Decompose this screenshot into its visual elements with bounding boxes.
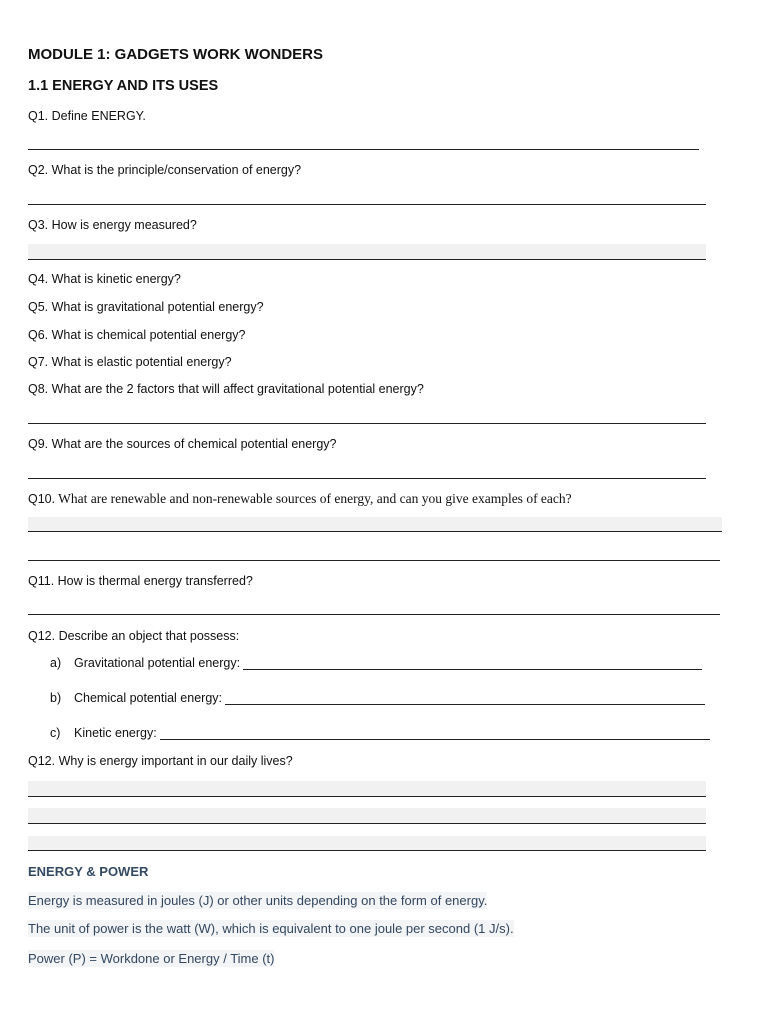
q12-item-b-marker: b)	[50, 691, 62, 705]
answer-line-10a	[28, 531, 722, 532]
question-10-text: . What are renewable and non-renewable sources of energy, and can you give examples of each?	[51, 491, 572, 506]
question-9: Q9. What are the sources of chemical potential energy?	[28, 437, 337, 451]
answer-shade-10	[28, 517, 722, 531]
answer-line-12b-2	[28, 823, 706, 824]
answer-line-1	[28, 149, 699, 150]
energy-power-line-3-text: Power (P) = Workdone or Energy / Time (t)	[28, 951, 275, 966]
question-2: Q2. What is the principle/conservation of energy?	[28, 163, 302, 177]
q12-item-c-marker: c)	[50, 726, 61, 740]
q12-item-a	[50, 656, 702, 670]
q12-item-c-label: Kinetic energy:	[74, 726, 157, 740]
answer-line-8	[28, 423, 706, 424]
question-11: Q11. How is thermal energy transferred?	[28, 574, 253, 588]
answer-line-3	[28, 259, 706, 260]
question-6: Q6. What is chemical potential energy?	[28, 328, 246, 342]
answer-shade-12b-1	[28, 781, 706, 796]
answer-shade-12b-3	[28, 836, 706, 850]
question-7: Q7. What is elastic potential energy?	[28, 355, 232, 369]
energy-power-line-1	[28, 893, 487, 908]
energy-power-line-2-text: The unit of power is the watt (W), which is equivalent to one joule per second (1 J/s).	[28, 921, 514, 936]
q12-item-b-label: Chemical potential energy:	[74, 691, 222, 705]
q12-item-a-marker: a)	[50, 656, 62, 670]
q12-item-a-label: Gravitational potential energy:	[74, 656, 241, 670]
module-title: MODULE 1: GADGETS WORK WONDERS	[28, 46, 323, 63]
energy-power-line-2	[28, 921, 514, 936]
question-5: Q5. What is gravitational potential energy?	[28, 300, 264, 314]
question-10-prefix: Q10	[28, 492, 52, 506]
question-8: Q8. What are the 2 factors that will affect gravitational potential energy?	[28, 382, 424, 396]
q12-item-a-line	[243, 657, 702, 670]
question-1: Q1. Define ENERGY.	[28, 109, 146, 123]
energy-power-heading: ENERGY & POWER	[28, 864, 149, 879]
q12-item-c	[50, 726, 710, 740]
energy-power-line-3	[28, 951, 274, 966]
q12-item-b-line	[225, 692, 705, 705]
answer-shade-3	[28, 244, 706, 259]
question-12b: Q12. Why is energy important in our daily lives?	[28, 754, 293, 768]
answer-line-12b-1	[28, 796, 706, 797]
answer-line-2	[28, 204, 706, 205]
question-10	[28, 491, 572, 507]
q12-item-b	[50, 691, 705, 705]
energy-power-line-1-text: Energy is measured in joules (J) or other units depending on the form of energy.	[28, 893, 488, 908]
answer-line-12b-3	[28, 850, 706, 851]
q12-item-c-line	[160, 727, 710, 740]
answer-line-11	[28, 614, 720, 615]
answer-line-9	[28, 478, 706, 479]
answer-shade-12b-2	[28, 808, 706, 823]
section-title: 1.1 ENERGY AND ITS USES	[28, 78, 219, 94]
question-12: Q12. Describe an object that possess:	[28, 629, 240, 643]
question-3: Q3. How is energy measured?	[28, 218, 197, 232]
question-4: Q4. What is kinetic energy?	[28, 272, 181, 286]
answer-line-10b	[28, 560, 720, 561]
